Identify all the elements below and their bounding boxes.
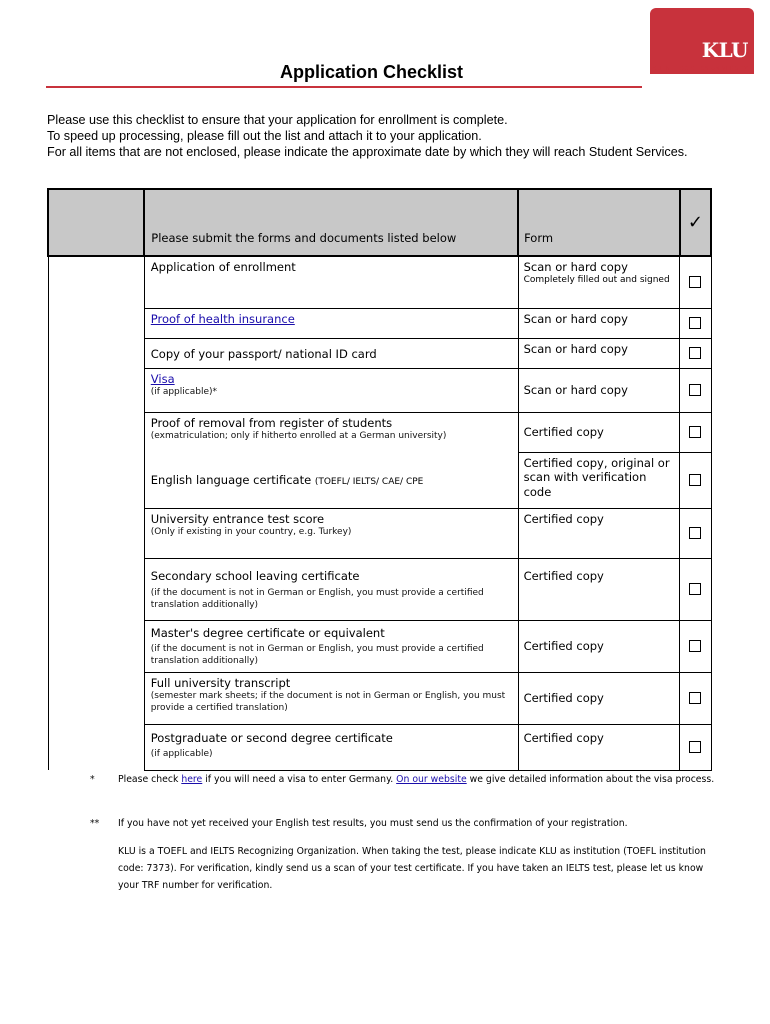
row-form: Scan or hard copy <box>523 311 628 326</box>
checkbox[interactable] <box>689 384 701 396</box>
klu-logo <box>650 8 754 74</box>
table-header <box>48 189 711 256</box>
row-form: Certified copy, original or scan with verification code <box>523 455 670 499</box>
row-form: Scan or hard copy <box>523 341 628 356</box>
row-item: Copy of your passport/ national ID card <box>150 346 377 361</box>
row-form: Certified copy <box>523 568 604 583</box>
row-note: (semester mark sheets; if the document is not in German or English, you must provide a certified translation) <box>150 690 506 713</box>
table-row <box>48 368 711 412</box>
checkbox[interactable] <box>689 276 701 288</box>
footnote-marker: * <box>90 774 95 785</box>
row-item-cell <box>144 452 518 508</box>
row-form: Certified copy <box>523 730 604 745</box>
row-inline-note: (TOEFL/ IELTS/ CAE/ CPE <box>314 477 424 488</box>
row-item: Application of enrollment <box>150 260 296 274</box>
intro-line-3: For all items that are not enclosed, please indicate the approximate date by which they will reach Student Services. <box>47 145 688 160</box>
footnote-post: we give detailed information about the visa process. <box>466 774 715 785</box>
row-checkbox-cell <box>680 256 711 308</box>
row-item-cell <box>144 368 518 412</box>
row-form-cell <box>518 338 680 368</box>
row-item: University entrance test score <box>150 511 325 526</box>
checkbox[interactable] <box>689 692 701 704</box>
checkbox[interactable] <box>689 317 701 329</box>
row-checkbox-cell <box>680 338 711 368</box>
footnote-marker: ** <box>90 818 100 829</box>
row-note: (if the document is not in German or English, you must provide a certified translation additionally) <box>150 643 484 666</box>
row-item-cell <box>144 558 518 620</box>
row-form-cell <box>518 508 680 558</box>
table-row <box>48 412 711 452</box>
title-divider <box>46 86 642 88</box>
row-note: (if applicable)* <box>150 386 217 397</box>
row-form-cell <box>518 724 680 770</box>
row-item: Secondary school leaving certificate <box>150 568 360 583</box>
table-row <box>48 558 711 620</box>
row-form: Certified copy <box>523 511 604 526</box>
row-note: (if the document is not in German or English, you must provide a certified translation additionally) <box>150 587 484 610</box>
intro-text <box>47 112 727 161</box>
row-form-cell <box>518 452 680 508</box>
row-checkbox-cell <box>680 452 711 508</box>
table-row <box>48 508 711 558</box>
header-form: Form <box>518 189 680 256</box>
row-note: (Only if existing in your country, e.g. Turkey) <box>150 526 352 537</box>
row-item-cell <box>144 620 518 672</box>
row-form-cell <box>518 672 680 724</box>
footnote-visa <box>90 771 720 788</box>
table-row <box>48 452 711 508</box>
table-row <box>48 338 711 368</box>
footnote-text: If you have not yet received your English test results, you must send us the confirmation of your registration. <box>118 818 628 829</box>
row-form-cell <box>518 256 680 308</box>
row-checkbox-cell <box>680 368 711 412</box>
table-row <box>48 724 711 770</box>
checkbox[interactable] <box>689 474 701 486</box>
footnote-mid: if you will need a visa to enter Germany. <box>202 774 397 785</box>
row-form-note: Completely filled out and signed <box>523 274 670 285</box>
row-checkbox-cell <box>680 620 711 672</box>
row-item: Master's degree certificate or equivalent <box>150 625 385 640</box>
row-item: Proof of removal from register of students <box>150 415 393 430</box>
row-form-cell <box>518 308 680 338</box>
checkbox[interactable] <box>689 741 701 753</box>
row-form-cell <box>518 620 680 672</box>
row-form-cell <box>518 558 680 620</box>
row-form: Certified copy <box>523 425 604 440</box>
visa-link[interactable]: Visa <box>150 371 175 386</box>
row-checkbox-cell <box>680 412 711 452</box>
row-note: (if applicable) <box>150 748 213 759</box>
row-checkbox-cell <box>680 724 711 770</box>
row-form: Certified copy <box>523 691 604 706</box>
row-note: (exmatriculation; only if hitherto enrolled at a German university) <box>150 430 447 441</box>
row-form: Certified copy <box>523 639 604 654</box>
row-item-text: English language certificate <box>150 473 312 488</box>
footnote-text: KLU is a TOEFL and IELTS Recognizing Organization. When taking the test, please indicate KLU as institution (TOEFL institution code: 7373). For verification, kindly send us a scan of your test certificate. If you have taken an IELTS test, please let us know your TRF number for verification. <box>118 846 706 891</box>
footnote-toefl <box>90 843 720 894</box>
row-checkbox-cell <box>680 308 711 338</box>
row-checkbox-cell <box>680 558 711 620</box>
row-item-cell <box>144 508 518 558</box>
row-form: Scan or hard copy <box>523 383 628 398</box>
row-item: Full university transcript <box>150 675 291 690</box>
logo-text: KLU <box>701 38 748 62</box>
checklist-table <box>47 188 712 771</box>
footnote-text <box>118 771 720 788</box>
row-item: Postgraduate or second degree certificate <box>150 730 393 745</box>
row-item <box>151 473 512 487</box>
checkbox[interactable] <box>689 527 701 539</box>
row-checkbox-cell <box>680 672 711 724</box>
page-title: Application Checklist <box>280 62 464 82</box>
header-documents: Please submit the forms and documents listed below <box>144 189 518 256</box>
blank-column <box>48 256 144 770</box>
row-item-cell <box>144 672 518 724</box>
row-item-cell <box>144 256 518 308</box>
row-form-cell <box>518 368 680 412</box>
logo-subtitle: KÜHNE LOGISTICS UNIVERSITY <box>653 66 749 72</box>
table-row <box>48 308 711 338</box>
table-row <box>48 620 711 672</box>
row-checkbox-cell <box>680 508 711 558</box>
here-link[interactable]: here <box>181 774 203 785</box>
row-form: Scan or hard copy <box>523 260 628 274</box>
table-row <box>48 672 711 724</box>
footnote-english <box>90 815 720 832</box>
checkbox[interactable] <box>689 640 701 652</box>
row-item-cell <box>144 724 518 770</box>
row-item-cell <box>144 308 518 338</box>
intro-line-1: Please use this checklist to ensure that your application for enrollment is complete. <box>47 113 508 127</box>
health-insurance-link[interactable]: Proof of health insurance <box>150 311 295 326</box>
footnote-pre: Please check <box>118 774 182 785</box>
row-item-cell <box>144 412 518 452</box>
row-item-cell <box>144 338 518 368</box>
checkbox[interactable] <box>689 347 701 359</box>
website-link[interactable]: On our website <box>396 774 467 785</box>
check-icon: ✓ <box>680 189 711 256</box>
row-form-cell <box>518 412 680 452</box>
intro-line-2: To speed up processing, please fill out the list and attach it to your application. <box>47 129 482 144</box>
checkbox[interactable] <box>689 426 701 438</box>
header-blank-cell <box>48 189 144 256</box>
checkbox[interactable] <box>689 583 701 595</box>
table-row <box>48 256 711 308</box>
